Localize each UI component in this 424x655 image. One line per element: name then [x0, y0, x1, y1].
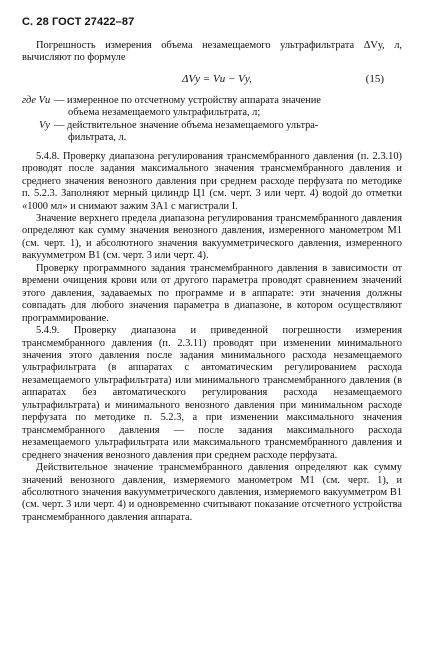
- definition-symbol: Vу: [39, 119, 50, 131]
- definition-text: — измеренное по отсчетному устройству аппарата значение: [54, 94, 321, 106]
- paragraph-program-check: Проверку программного задания трансмембранного давления в зависимости от времени очищения крови или от другого параметра проводят сравнением значений этого давления, задаваемых по программе и в аппарате: эти значения должны совпадать для любого значения параметра в диапазоне, в котором осуществляют программирование.: [22, 262, 402, 324]
- definition-vi: [22, 95, 402, 120]
- formula-15: [22, 66, 402, 94]
- definition-symbol: где Vи: [22, 94, 51, 106]
- definition-continuation: объема незамещаемого ультрафильтрата, л;: [68, 107, 261, 119]
- definition-text: — действительное значение объема незамещаемого ультра-: [54, 119, 319, 131]
- paragraph-5-4-9: 5.4.9. Проверку диапазона и приведенной погрешности измерения трансмембранного давления (п. 2.3.11) проводят при изменении минимального значения этого давления после задания минимального расхода незамещаемого ультрафильтрата (в аппаратах с автоматическим регулированием расхода незамещаемого ультрафильтрата) или минимального трансмембранного давления (в аппаратах без автоматического регулирования расхода незамещаемого ультрафильтрата) и минимального венозного давления при минимальном расходе перфузата по методике п. 5.2.3, а при изменении максимального значения трансмембранного давления — после задания максимального расхода незамещаемого ультрафильтрата или максимального трансмембранного давления и среднего значения венозного давления при среднем расходе перфузата.: [22, 325, 402, 461]
- document-body: [22, 40, 402, 524]
- paragraph-actual-value: Действительное значение трансмембранного давления определяют как сумму значений венозного давления, измеряемого манометром М1 (см. черт. 1), и абсолютного значения вакуумметрического давления, измеряемого вакуумметром В1 (см. черт. 3 или черт. 4) и одновременно считывают показание отсчетного устройства трансмембранного давления аппарата.: [22, 462, 402, 523]
- formula-number: (15): [365, 72, 384, 85]
- formula-expression: ΔVу = Vи − Vу,: [182, 72, 252, 85]
- paragraph-5-4-8: 5.4.8. Проверку диапазона регулирования трансмембранного давления (п. 2.3.10) проводят после задания максимального значения трансмембранного давления и среднего значения венозного давления при среднем расходе перфузата по методике п. 5.2.3. Заполняют мерный цилиндр Ц1 (см. черт. 3 или черт. 4) водой до отметки «1000 мл» и снимают зажим ЗА1 с магистрали I.: [22, 150, 402, 212]
- page-header: С. 28 ГОСТ 27422–87: [22, 16, 135, 28]
- definition-vu: [22, 120, 402, 145]
- paragraph-upper-limit: Значение верхнего предела диапазона регулирования трансмембранного давления определяют как сумму значения венозного давления, измеренного манометром М1 (см. черт. 1), и абсолютного значения вакуумметрического давления, измеренного вакуумметром В1 (см. черт. 3 или черт. 4).: [22, 212, 402, 262]
- intro-paragraph: Погрешность измерения объема незамещаемого ультрафильтрата ΔVу, л, вычисляют по формуле: [22, 40, 402, 64]
- definition-continuation: фильтрата, л.: [68, 132, 127, 144]
